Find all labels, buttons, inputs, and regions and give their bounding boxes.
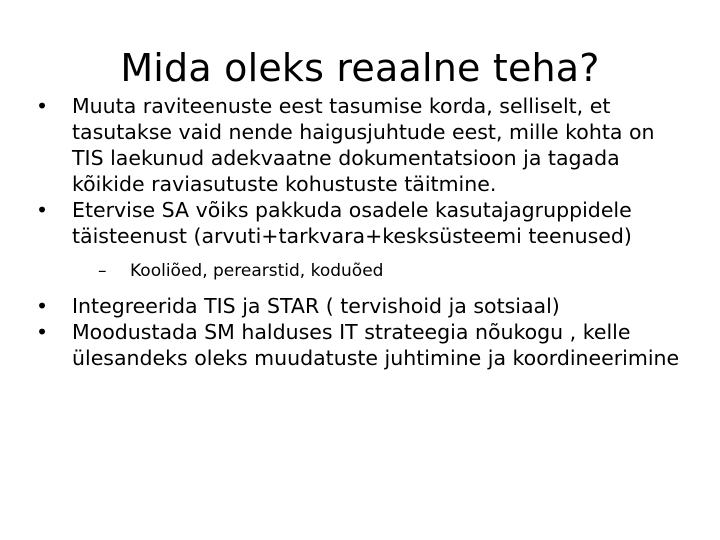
bullet-marker: •	[36, 94, 49, 118]
bullet-text: Moodustada SM halduses IT strateegia nõukogu , kelle ülesandeks oleks muudatuste juhtimine ja koordineerimine	[72, 320, 680, 370]
bullet-text: Etervise SA võiks pakkuda osadele kasutajagruppidele täisteenust (arvuti+tarkvara+kesksüsteemi teenused)	[72, 198, 632, 248]
bullet-marker: •	[36, 294, 49, 318]
bullet-item	[36, 319, 686, 371]
bullet-item	[36, 197, 686, 249]
sub-bullet-marker: –	[98, 261, 107, 281]
sub-bullet-text: Kooliõed, perearstid, koduõed	[130, 261, 384, 281]
bullet-item	[36, 93, 686, 197]
bullet-text: Integreerida TIS ja STAR ( tervishoid ja sotsiaal)	[72, 294, 560, 318]
bullet-marker: •	[36, 320, 49, 344]
bullet-item	[36, 293, 686, 319]
slide-title: Mida oleks reaalne teha?	[120, 46, 600, 90]
bullet-text: Muuta raviteenuste eest tasumise korda, selliselt, et tasutakse vaid nende haigusjuhtude eest, mille kohta on TIS laekunud adekvaatne dokumentatsioon ja tagada kõikide raviasutuste kohustuste täitmine.	[72, 94, 655, 196]
slide-body	[36, 93, 686, 371]
bullet-marker: •	[36, 198, 49, 222]
sub-bullet-item	[36, 260, 686, 282]
